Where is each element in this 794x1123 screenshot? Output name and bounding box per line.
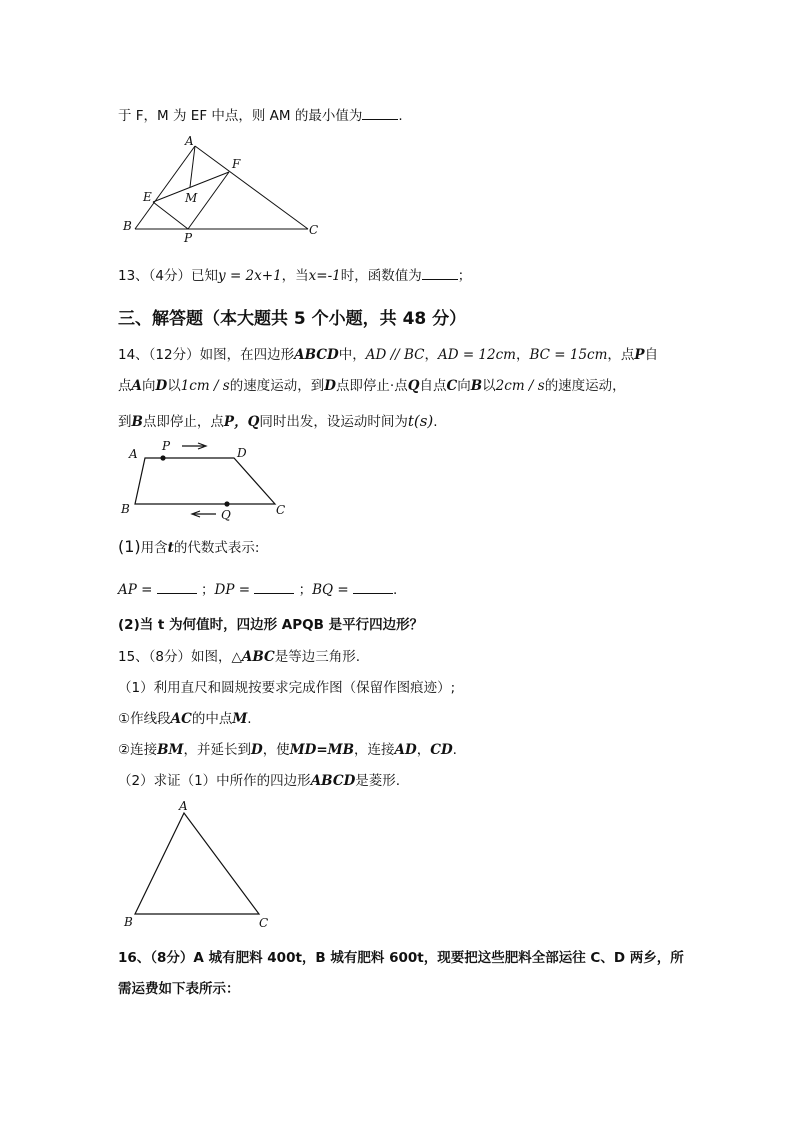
q14-bq-blank (353, 581, 393, 594)
q14-l2-Q: Q (407, 378, 420, 394)
q12-label-E: E (143, 190, 152, 204)
q14-ap-label: AP = (118, 582, 153, 598)
q14-part2: (2)当 t 为何值时，四边形 APQB 是平行四边形？ (118, 617, 424, 633)
q15-l4-mid: ，并延长到 (183, 742, 251, 758)
q15-l4-cd: CD (430, 742, 453, 758)
q14-sep2: ； (298, 582, 313, 598)
q12-label-F: F (232, 157, 241, 171)
q15-l4-end: . (452, 742, 457, 758)
q14-l2-D: D (155, 378, 168, 394)
q14-ad-length: AD = 12cm (437, 347, 516, 363)
q14-l3-tail: 同时出发，设运动时间为 (259, 414, 408, 430)
q14-l2-with: 以 (167, 378, 181, 394)
q14-ap-blank (157, 581, 197, 594)
q15-l3-mid: 的中点 (191, 711, 233, 727)
q15-l4-eq: MD=MB (289, 742, 355, 758)
q14-l2-A: A (131, 378, 142, 394)
q14-sep1: ； (201, 582, 215, 598)
q14-label-B: B (121, 502, 130, 516)
q14-part1-answers (118, 578, 397, 598)
q15-l4-mid3: ，连接 (354, 742, 395, 758)
q14-dp-blank (254, 581, 294, 594)
q13-condition: x=-1 (308, 268, 341, 284)
q15-line1 (118, 645, 360, 665)
q14-point-Q (224, 501, 229, 506)
q14-l3-B: B (131, 414, 143, 430)
q15-line3 (118, 707, 252, 727)
q12-seg-AB (135, 146, 195, 229)
q12-tail-text: 于 F，M 为 EF 中点，则 AM 的最小值为 (118, 108, 363, 124)
q13-equation: y = 2x+1 (218, 268, 282, 284)
q14-parallel: AD // BC (365, 347, 425, 363)
q14-part1 (118, 536, 259, 556)
q14-line3 (118, 410, 438, 430)
q12-label-P: P (184, 231, 193, 245)
q15-l3-prefix: ①作线段 (118, 711, 171, 727)
q13-prefix: 13、（4分）已知 (118, 268, 219, 284)
q15-triangle (135, 813, 259, 914)
q13-line (118, 264, 471, 284)
q14-l3-mid: 点即停止，点 (142, 414, 224, 430)
q14-l3-PQ: P，Q (223, 414, 260, 430)
q14-l2-stop: 点即停止·点 (335, 378, 408, 394)
q14-line1-end: 自 (644, 347, 659, 363)
q14-bq-label: BQ = (312, 582, 349, 598)
q15-l4-bm: BM (157, 742, 184, 758)
q14-line1-tail: ，点 (607, 347, 635, 363)
q15-triangle-name: △ABC (231, 649, 275, 665)
q14-point-p-text: P (634, 347, 645, 363)
q12-label-A: A (185, 134, 194, 148)
q14-l2-with2: 以 (482, 378, 496, 394)
q14-comma1: ， (424, 347, 438, 363)
q14-answers-end: . (393, 582, 398, 598)
q15-l4-mid2: ，使 (262, 742, 290, 758)
q14-l2-end: 的速度运动， (544, 378, 626, 394)
q14-part1-number: (1) (118, 537, 141, 556)
q14-bc-length: BC = 15cm (529, 347, 608, 363)
q14-l2-D2: D (324, 378, 336, 394)
q15-l4-prefix: ②连接 (118, 742, 158, 758)
q12-end: . (398, 108, 403, 124)
q14-l2-to: 向 (141, 378, 156, 394)
q13-end: ； (457, 268, 472, 284)
q14-quad: ABCD (294, 347, 339, 363)
q15-line4 (118, 738, 457, 758)
q15-label-B: B (124, 915, 133, 929)
q12-seg-AC (195, 146, 308, 229)
q14-l3-prefix: 到 (118, 414, 132, 430)
q15-l5-tail: 是菱形. (355, 773, 401, 789)
q14-line2 (118, 374, 626, 394)
q15-l3-seg: AC (170, 711, 192, 727)
q14-part1-tail: 的代数式表示: (173, 540, 260, 556)
q15-l3-end: . (247, 711, 252, 727)
q14-label-D: D (237, 446, 247, 460)
q14-l3-t: t(s) (407, 412, 434, 430)
q15-line2: （1）利用直尺和圆规按要求完成作图（保留作图痕迹）; (118, 680, 456, 696)
q15-line5 (118, 769, 400, 789)
q14-dp-label: DP = (214, 582, 251, 598)
q14-line1-prefix: 14、（12分）如图，在四边形 (118, 347, 295, 363)
q14-l2-B: B (470, 378, 483, 394)
q14-l2-C: C (446, 378, 458, 394)
q12-label-C: C (309, 223, 319, 237)
q14-line1 (118, 343, 658, 363)
q15-l4-d: D (250, 742, 263, 758)
q12-label-M: M (185, 191, 198, 205)
q14-label-P: P (162, 439, 171, 453)
q13-suffix: 时，函数值为 (340, 268, 422, 284)
q15-l3-M: M (232, 711, 248, 727)
q14-point-P (160, 455, 165, 460)
q13-answer-blank (422, 267, 458, 280)
q15-l5-prefix: （2）求证（1）中所作的四边形 (118, 773, 311, 789)
q14-label-C: C (276, 503, 286, 517)
q14-speed-q: 2cm / s (495, 378, 545, 394)
q14-comma2: ， (515, 347, 530, 363)
q15-l1-tail: 是等边三角形. (274, 649, 361, 665)
q14-trapezoid (135, 458, 275, 504)
q14-speed-p: 1cm / s (180, 378, 230, 394)
q16-line1: 16、（8分）A 城有肥料 400t，B 城有肥料 600t，现要把这些肥料全部运往 C、D 两乡，所 (118, 950, 684, 966)
q14-l2-from: 自点 (419, 378, 447, 394)
q12-figure (135, 146, 308, 229)
q15-l5-quad: ABCD (310, 773, 356, 789)
q15-l4-ad: AD (394, 742, 417, 758)
q14-l2-to2: 向 (457, 378, 471, 394)
q14-label-A: A (129, 447, 138, 461)
q14-l2-a: 点 (118, 378, 132, 394)
q14-part1-t: t (167, 540, 174, 556)
q12-label-B: B (123, 219, 132, 233)
q14-figure (135, 443, 275, 517)
q15-label-C: C (259, 916, 269, 930)
q14-part1-text: 用含 (140, 540, 168, 556)
q15-l4-comma: ， (416, 742, 431, 758)
q14-label-Q: Q (221, 508, 231, 522)
q14-l2-rate: 的速度运动，到 (229, 378, 325, 394)
q14-line1-mid: 中， (338, 347, 366, 363)
q15-label-A: A (179, 799, 188, 813)
q16-line2: 需运费如下表所示： (118, 981, 240, 997)
q12-seg-EP (153, 202, 188, 229)
section3-title: 三、解答题（本大题共 5 个小题，共 48 分） (118, 309, 467, 329)
q13-mid: ，当 (281, 268, 309, 284)
q15-l1-prefix: 15、（8分）如图， (118, 649, 232, 665)
q14-l3-end: . (433, 414, 438, 430)
